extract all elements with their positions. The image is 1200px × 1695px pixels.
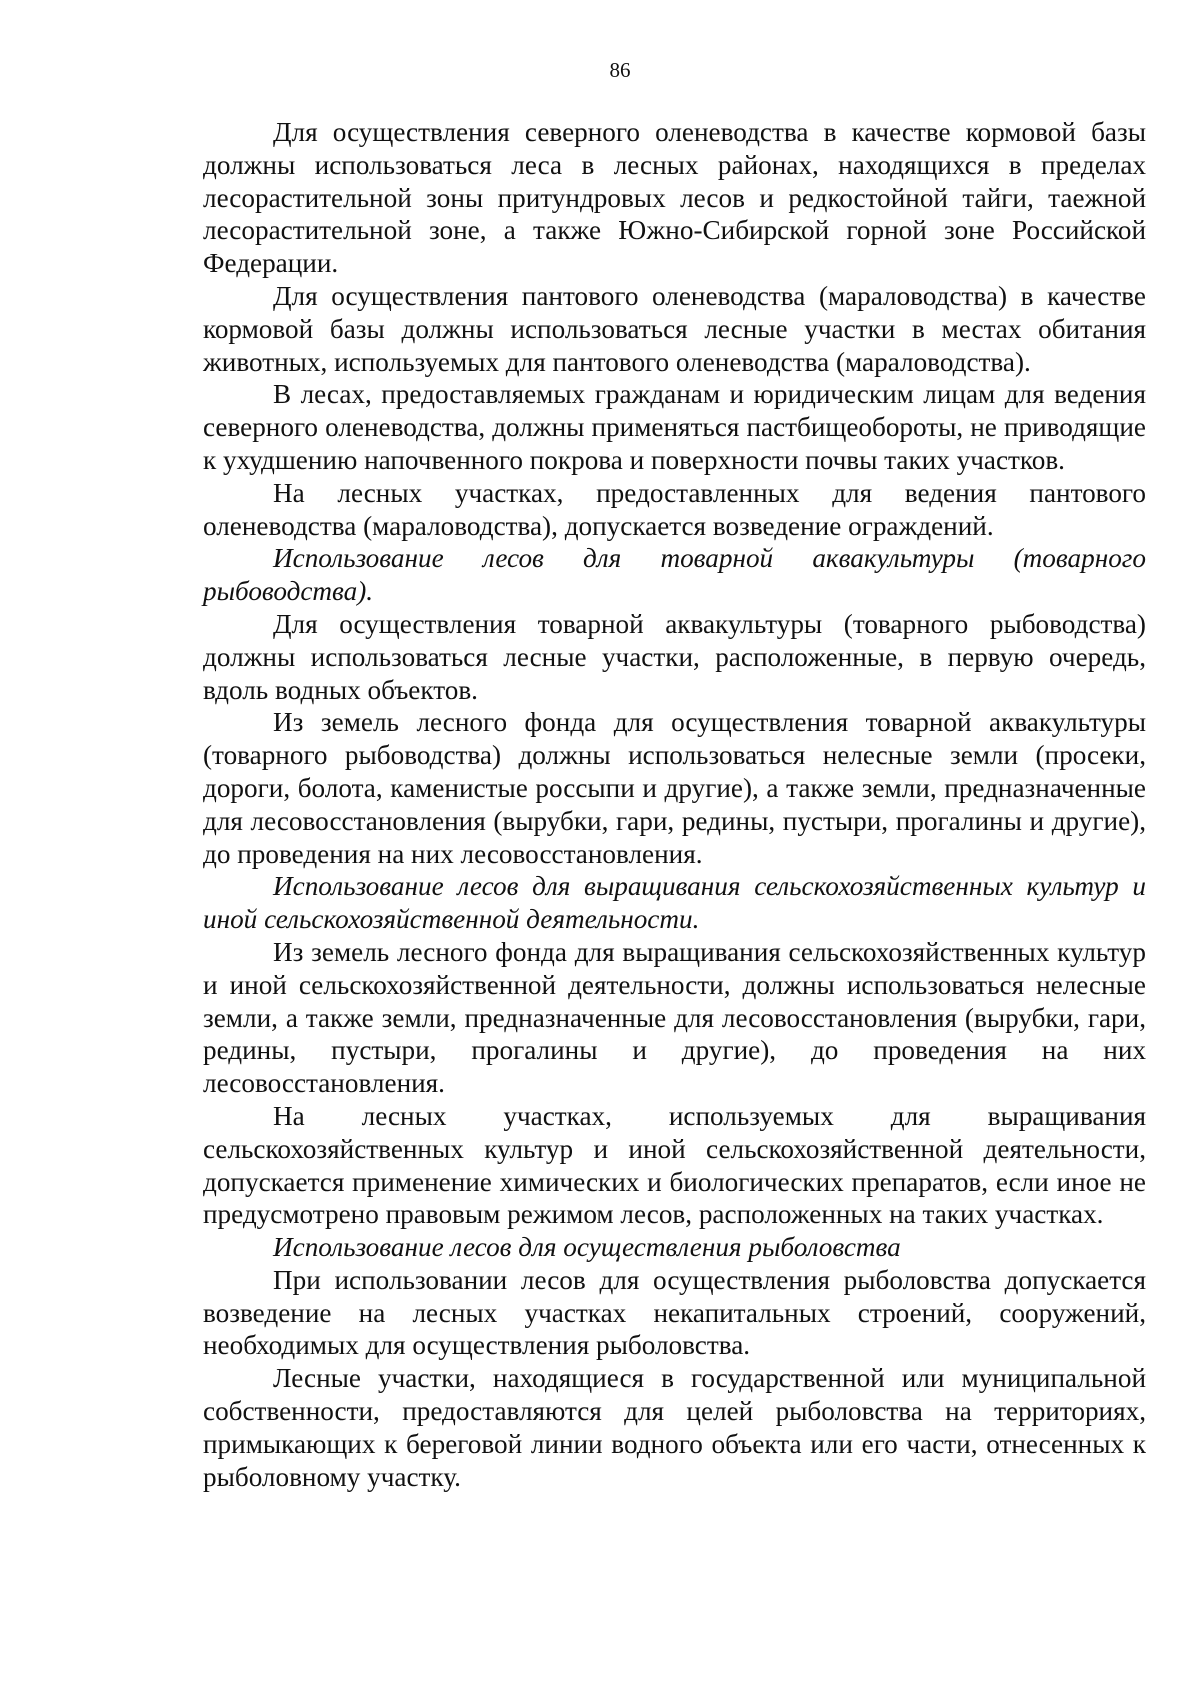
section-heading-aquaculture: Использование лесов для товарной аквакультуры (товарного рыбоводства).: [203, 543, 1146, 607]
paragraph-fencing: На лесных участках, предоставленных для ведения пантового оленеводства (мараловодства), допускается возведение ограждений.: [203, 477, 1146, 541]
paragraph-agriculture-lands: Из земель лесного фонда для выращивания сельскохозяйственных культур и иной сельскохозяйственной деятельности, должны использоваться нелесные земли, а также земли, предназначенные для лесовосстановления (вырубки, гари, редины, пустыри, прогалины и другие), до проведения на них лесовосстановления.: [203, 936, 1146, 1099]
paragraph-fishing-plots: Лесные участки, находящиеся в государственной или муниципальной собственности, предоставляются для целей рыболовства на территориях, примыкающих к береговой линии водного объекта или его части, отнесенных к рыболовному участку.: [203, 1363, 1146, 1492]
paragraph-pasture-rotation: В лесах, предоставляемых гражданам и юридическим лицам для ведения северного оленеводства, должны применяться пастбищеобороты, не приводящие к ухудшению напочвенного покрова и поверхности почвы таких участков.: [203, 379, 1146, 475]
section-heading-fishing: Использование лесов для осуществления рыболовства: [273, 1232, 901, 1263]
paragraph-agriculture-chemicals: На лесных участках, используемых для выращивания сельскохозяйственных культур и иной сельскохозяйственной деятельности, допускается применение химических и биологических препаратов, если иное не предусмотрено правовым режимом лесов, расположенных на таких участках.: [203, 1100, 1146, 1230]
document-body: [203, 116, 1146, 1493]
paragraph-fishing-structures: При использовании лесов для осуществления рыболовства допускается возведение на лесных участках некапитальных строений, сооружений, необходимых для осуществления рыболовства.: [203, 1264, 1146, 1361]
paragraph-reindeer-northern: Для осуществления северного оленеводства в качестве кормовой базы должны использоваться леса в лесных районах, находящихся в пределах лесорастительной зоны притундровых лесов и редкостойной тайги, таежной лесорастительной зоне, а также Южно-Сибирской горной зоне Российской Федерации.: [203, 117, 1146, 279]
section-heading-agriculture: Использование лесов для выращивания сельскохозяйственных культур и иной сельскохозяйственной деятельности.: [203, 871, 1146, 935]
paragraph-aquaculture-sites: Для осуществления товарной аквакультуры (товарного рыбоводства) должны использоваться лесные участки, расположенные, в первую очередь, вдоль водных объектов.: [203, 608, 1146, 705]
paragraph-aquaculture-lands: Из земель лесного фонда для осуществления товарной аквакультуры (товарного рыбоводства) должны использоваться нелесные земли (просеки, дороги, болота, каменистые россыпи и другие), а также земли, предназначенные для лесовосстановления (вырубки, гари, редины, пустыри, прогалины и другие), до проведения на них лесовосстановления.: [203, 707, 1146, 869]
page-number: 86: [609, 58, 631, 82]
paragraph-reindeer-antler: Для осуществления пантового оленеводства (мараловодства) в качестве кормовой базы должны использоваться лесные участки в местах обитания животных, используемых для пантового оленеводства (мараловодства).: [203, 280, 1146, 377]
